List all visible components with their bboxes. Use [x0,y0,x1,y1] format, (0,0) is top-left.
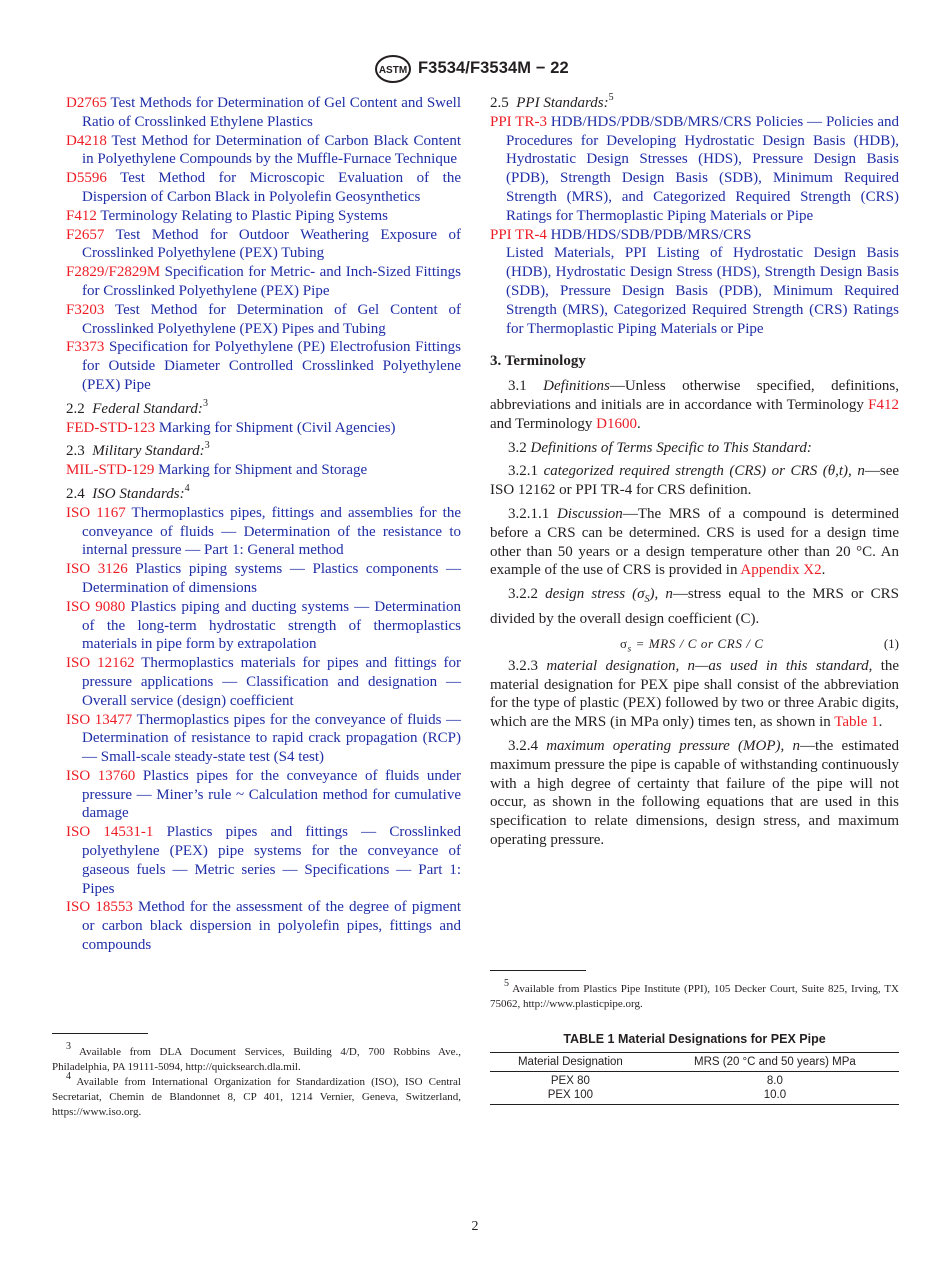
table-row: PEX 80 8.0 [550,1075,783,1087]
reference-item[interactable]: ISO 1167 Thermoplastics pipes, fittings and assemblies for the conveyance of fluids — Determination of the resistance to internal pressure — Part 1: General method [66,504,461,559]
reference-item[interactable]: D2765 Test Methods for Determination of Gel Content and Swell Ratio of Crosslinked Ethylene Plastics [66,95,461,130]
reference-item[interactable]: D5596 Test Method for Microscopic Evaluation of the Dispersion of Carbon Black in Polyolefin Geosynthetics [66,170,461,205]
astm-logo-text: ASTM [378,65,408,76]
paragraph-3-2-2: 3.2.2 design stress $(\sigma_S)$, n—stress equal to the MRS or CRS divided by the overall design coefficient (C). [490,586,899,627]
section-ppi-standards: 2.5 PPI Standards:$^5$ [490,92,614,111]
right-column [490,94,899,850]
document-designation: F3534/F3534M − 22 [418,59,569,77]
reference-item[interactable]: PPI TR-3 HDB/HDS/PDB/SDB/MRS/CRS Policies — Policies and Procedures for Developing Hydrostatic Design Basis (HDB), Hydrostatic Design Stresses (HDS), Pressure Design Basis (PDB), Strength Design Basis (SDB), Minimum Required Strength (MRS), and Categorized Required Strength (CRS) Ratings for Thermoplastic Piping Materials or Pipe [490,113,899,224]
link-table-1[interactable]: Table 1 [834,714,879,731]
table-caption: TABLE 1 Material Designations for PEX Pipe [563,1032,826,1046]
left-column [66,94,461,955]
link-f412[interactable]: F412 [868,396,899,413]
reference-item[interactable]: ISO 13760 Plastics pipes for the conveyance of fluids under pressure — Miner’s rule ~ Calculation method for cumulative damage [66,767,462,822]
page-header [0,54,950,84]
paragraph-3-2-1-1: 3.2.1.1 Discussion—The MRS of a compound is determined before a CRS can be determined. CRS is used for a design time other than 50 years or a design temperature other than 20 °C. An example of the use of CRS is provided in Appendix X2. [490,505,900,579]
equation-1: $\sigma_s$ = MRS / C or CRS / C (1) [620,635,899,654]
paragraph-3-2: 3.2 Definitions of Terms Specific to This Standard: [508,439,812,456]
paragraph-3-2-3: 3.2.3 material designation, n—as used in this standard, the material designation for PEX pipe shall consist of the abbreviation for the type of plastic (PEX) followed by two or three Arabic digits, which are the MRS (in MPa only) times ten, as shown in Table 1. [490,657,900,731]
reference-item[interactable]: D4218 Test Method for Determination of Carbon Black Content in Polyethylene Compounds by the Muffle-Furnace Technique [66,132,461,168]
reference-item[interactable]: F412 Terminology Relating to Plastic Piping Systems [66,207,389,224]
footnote-3: $^3$ Available from DLA Document Services, Building 4/D, 700 Robbins Ave., Philadelphia, PA 19111-5094, http://quicksearch.dla.mil. [52,1041,461,1073]
link-d1600[interactable]: D1600 [596,415,638,432]
footnote-5: $^5$ Available from Plastics Pipe Institute (PPI), 105 Decker Court, Suite 825, Irving, TX 75062, http://www.plasticpipe.org. [490,978,899,1010]
reference-item[interactable]: ISO 3126 Plastics piping systems — Plastics components — Determination of dimensions [66,561,462,596]
section-iso-standards: 2.4 ISO Standards:$^4$ [66,482,190,502]
reference-item[interactable]: F3373 Specification for Polyethylene (PE) Electrofusion Fittings for Outside Diameter Controlled Crosslinked Polyethylene (PEX) Pipe [66,339,461,393]
reference-item[interactable]: F2829/F2829M Specification for Metric- and Inch-Sized Fittings for Crosslinked Polyethylene (PEX) Pipe [66,264,461,299]
footnote-4: $^4$ Available from International Organization for Standardization (ISO), ISO Central Secretariat, Chemin de Blandonnet 8, CP 401, 1214 Vernier, Geneva, Switzerland, https://www.iso.org. [52,1071,461,1118]
paragraph-3-2-4: 3.2.4 maximum operating pressure (MOP), n—the estimated maximum pressure the pipe is capable of withstanding continuously with a high degree of certainty that failure of the pipe will not occur, as shown in the following equations that are used in this specification to relate dimensions, design stress, and maximum operating pressure. [490,737,900,848]
section-military-standard: 2.3 Military Standard:$^3$ [66,440,210,460]
section-federal-standard: 2.2 Federal Standard:$^3$ [66,397,208,417]
footnotes-left [52,1041,461,1120]
table-header: MRS (20 °C and 50 years) MPa [651,1053,899,1072]
section-heading-terminology: 3. Terminology [490,353,586,370]
reference-item[interactable]: FED-STD-123 Marking for Shipment (Civil Agencies) [66,419,396,436]
reference-item[interactable]: ISO 13477 Thermoplastics pipes for the conveyance of fluids — Determination of resistance to rapid crack propagation (RCP) — Small-scale steady-state test (S4 test) [66,711,462,766]
reference-item[interactable]: ISO 18553 Method for the assessment of the degree of pigment or carbon black dispersion in polyolefin pipes, fittings and compounds [66,899,461,954]
reference-item[interactable]: F2657 Test Method for Outdoor Weathering Exposure of Crosslinked Polyethylene (PEX) Tubing [66,226,462,262]
reference-item[interactable]: ISO 9080 Plastics piping and ducting systems — Determination of the long-term hydrostatic strength of thermoplastics materials in pipe form by extrapolation [66,598,461,653]
table-row: PEX 100 10.0 [490,1088,899,1105]
reference-item[interactable]: ISO 12162 Thermoplastics materials for pipes and fittings for pressure applications — Classification and designation — Overall service (design) coefficient [66,655,462,709]
equation-number: (1) [883,635,899,651]
astm-logo-icon [374,54,412,84]
reference-item[interactable]: PPI TR-4 HDB/HDS/SDB/PDB/MRS/CRS Listed Materials, PPI Listing of Hydrostatic Design Basis (HDB), Hydrostatic Design Stress (HDS), Strength Design Basis (SDB), Pressure Design Basis (PDB), Minimum Required Strength (MRS), Categorized Required Strength (CRS) Ratings for Thermoplastic Piping Materials or Pipe [490,226,899,337]
reference-item[interactable]: F3203 Test Method for Determination of Gel Content of Crosslinked Polyethylene (PEX) Pipes and Tubing [66,301,462,337]
paragraph-3-1: 3.1 Definitions—Unless otherwise specified, definitions, abbreviations and initials are in accordance with Terminology F412 and Terminology D1600. [490,378,899,432]
paragraph-3-2-1: 3.2.1 categorized required strength (CRS) or CRS (θ,t), n—see ISO 12162 or PPI TR-4 for CRS definition. [490,463,900,499]
footnote-divider-left [52,1033,148,1034]
page-number: 2 [471,1219,479,1234]
reference-item[interactable]: ISO 14531-1 Plastics pipes and fittings — Crosslinked polyethylene (PEX) pipe systems for the conveyance of gaseous fuels — Metric series — Specifications — Part 1: Pipes [66,824,462,897]
footnote-divider-right [490,970,586,971]
table-header: Material Designation [490,1053,651,1072]
reference-item[interactable]: MIL-STD-129 Marking for Shipment and Storage [66,462,368,479]
material-designation-table [490,1052,899,1105]
link-appendix-x2[interactable]: Appendix X2 [740,562,822,579]
